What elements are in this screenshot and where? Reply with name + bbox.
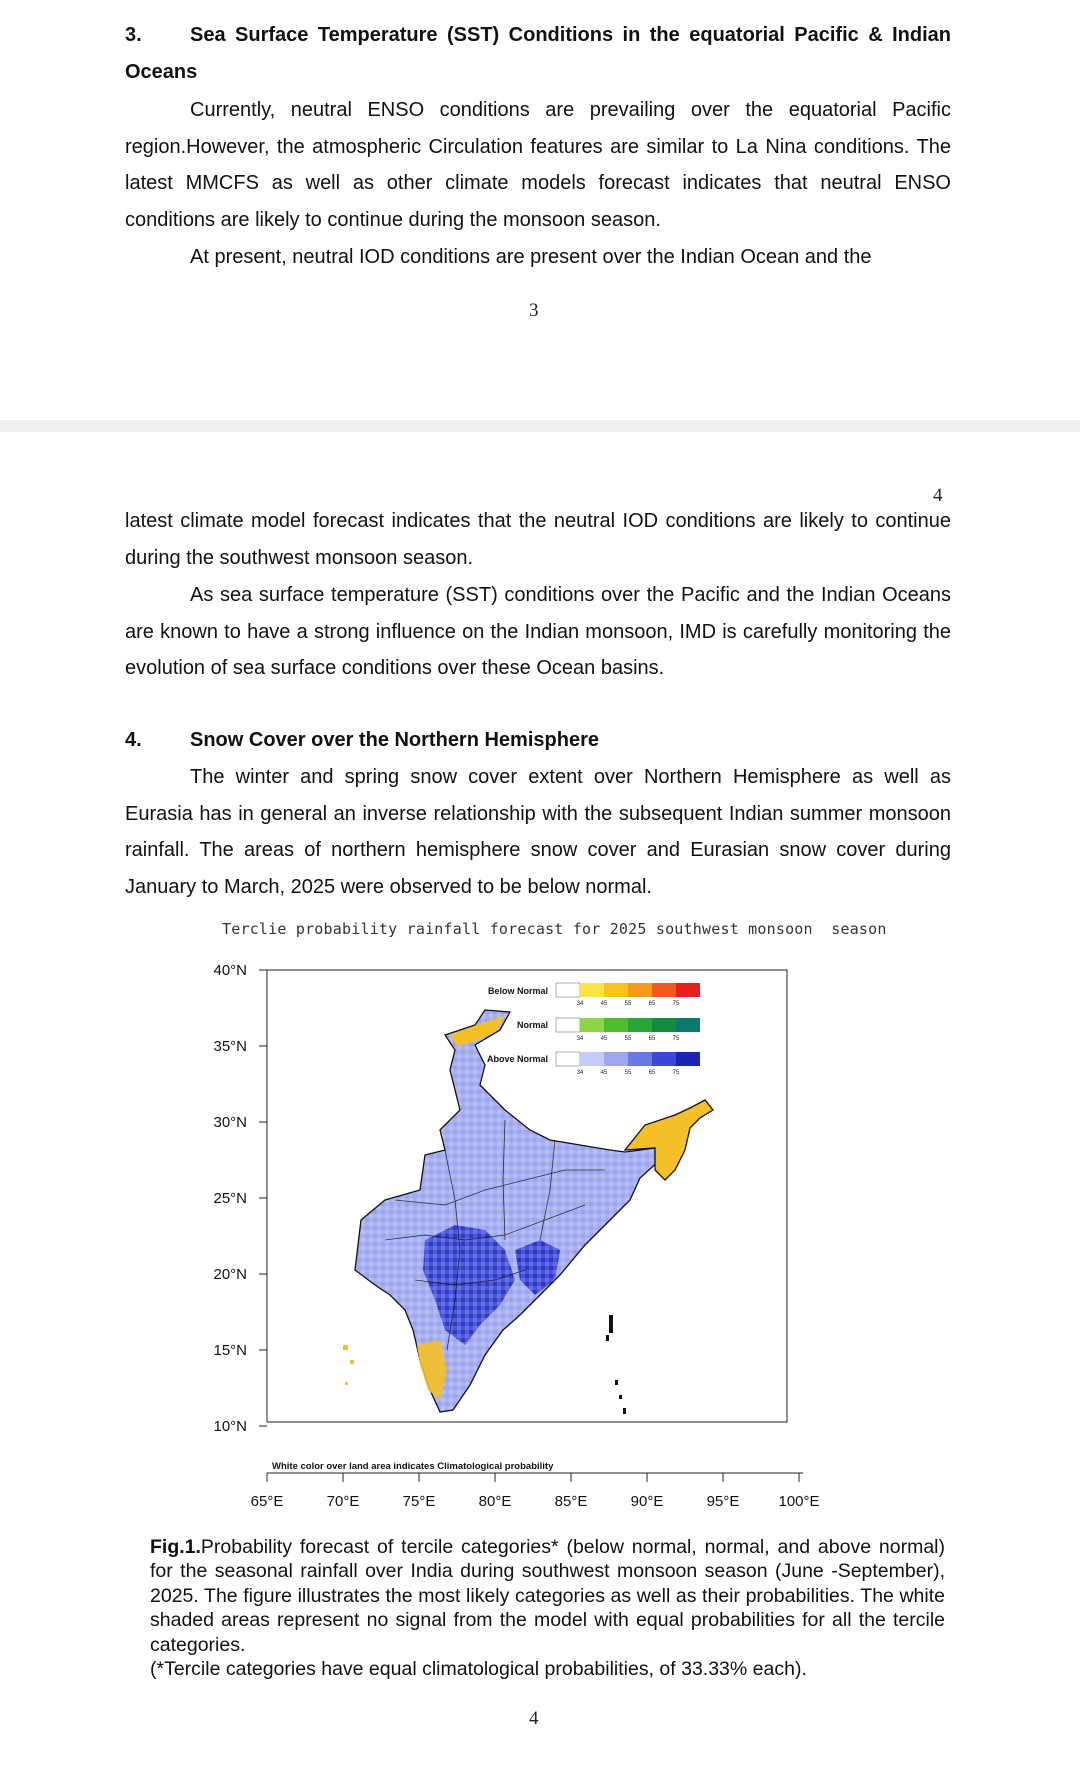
legend-tick: 45 <box>600 1001 608 1007</box>
section-3-paragraph-2-continued: latest climate model forecast indicates that the neutral IOD conditions are likely to continue during the southwest monsoon season. <box>125 510 951 569</box>
legend-tick: 65 <box>648 1001 656 1007</box>
legend-normal <box>517 1018 700 1032</box>
figure-caption-label: Fig.1. <box>150 1536 201 1558</box>
page-number-bottom: 4 <box>529 1708 539 1729</box>
lat-label-15n: 15°N <box>213 1342 247 1359</box>
legend-tick: 34 <box>576 1001 584 1007</box>
legend-tick: 55 <box>624 1070 632 1076</box>
lat-label-40n: 40°N <box>213 962 247 979</box>
legend-tick: 55 <box>624 1036 632 1042</box>
section-3-paragraph-1: Currently, neutral ENSO conditions are prevailing over the equatorial Pacific region.However, the atmospheric Circulation features are similar to La Nina conditions. The latest MMCFS as well as other climate models forecast indicates that neutral ENSO conditions are likely to continue during the monsoon season. <box>125 99 951 231</box>
figure-title: Terclie probability rainfall forecast for 2025 southwest monsoon season <box>222 920 887 938</box>
lat-label-10n: 10°N <box>213 1418 247 1435</box>
legend-tick: 75 <box>672 1001 680 1007</box>
section-3-number: 3. <box>125 24 142 46</box>
legend-tick: 75 <box>672 1070 680 1076</box>
lon-label-95e: 95°E <box>706 1493 740 1510</box>
lon-label-100e: 100°E <box>778 1493 820 1510</box>
lon-label-65e: 65°E <box>250 1493 284 1510</box>
lat-label-25n: 25°N <box>213 1190 247 1207</box>
legend-below-normal-label: Below Normal <box>487 986 548 996</box>
legend-tick: 65 <box>648 1036 656 1042</box>
legend-normal-label: Normal <box>516 1020 548 1030</box>
section-3-paragraph-3: As sea surface temperature (SST) conditions over the Pacific and the Indian Oceans are known to have a strong influence on the Indian monsoon, IMD is carefully monitoring the evolution of sea surface conditions over these Ocean basins. <box>125 584 951 680</box>
section-4-number: 4. <box>125 729 142 751</box>
section-4-paragraph-1: The winter and spring snow cover extent over Northern Hemisphere as well as Eurasia has in general an inverse relationship with the subsequent Indian summer monsoon rainfall. The areas of northern hemisphere snow cover and Eurasian snow cover during January to March, 2025 were observed to be below normal. <box>125 766 951 898</box>
lon-label-90e: 90°E <box>630 1493 664 1510</box>
map-footnote: White color over land area indicates Climatological probability <box>272 1461 554 1472</box>
lon-label-85e: 85°E <box>554 1493 588 1510</box>
section-4-heading <box>125 722 951 759</box>
legend-tick: 65 <box>648 1070 656 1076</box>
legend-above-normal-label: Above Normal <box>486 1054 548 1064</box>
lat-label-20n: 20°N <box>213 1266 247 1283</box>
legend-tick: 45 <box>600 1036 608 1042</box>
lon-label-80e: 80°E <box>478 1493 512 1510</box>
page-number-top: 4 <box>933 485 943 506</box>
legend-below-normal <box>488 983 700 997</box>
latitude-axis <box>213 962 267 1435</box>
page-separator <box>0 420 1080 432</box>
legend-tick: 75 <box>672 1036 680 1042</box>
lat-label-30n: 30°N <box>213 1114 247 1131</box>
page-3 <box>0 0 1080 420</box>
legend-above-normal <box>487 1052 700 1066</box>
legend-tick: 34 <box>576 1070 584 1076</box>
lon-label-75e: 75°E <box>402 1493 436 1510</box>
legend-tick: 45 <box>600 1070 608 1076</box>
legend-tick: 34 <box>576 1036 584 1042</box>
lat-label-35n: 35°N <box>213 1038 247 1055</box>
figure-caption-note: (*Tercile categories have equal climatological probabilities, of 33.33% each). <box>150 1658 807 1681</box>
figure-caption <box>150 1535 945 1681</box>
page-number-3: 3 <box>529 300 539 321</box>
figure-caption-text: Probability forecast of tercile categories* (below normal, normal, and above normal) for the seasonal rainfall over India during southwest monsoon season (June -September), 2025. The figure illustrates the most likely categories as well as their probabilities. The white shaded areas represent no signal from the model with equal probabilities for all the tercile categories. <box>150 1536 945 1656</box>
section-4-title: Snow Cover over the Northern Hemisphere <box>190 729 599 751</box>
longitude-axis <box>251 1473 820 1510</box>
legend-tick: 55 <box>624 1001 632 1007</box>
section-3-paragraph-2-start: At present, neutral IOD conditions are present over the Indian Ocean and the <box>190 246 872 268</box>
section-3-title: Sea Surface Temperature (SST) Conditions in the equatorial Pacific & Indian Oceans <box>125 24 951 83</box>
section-3-heading <box>125 17 951 90</box>
lon-label-70e: 70°E <box>326 1493 360 1510</box>
tercile-probability-map <box>185 950 845 1530</box>
